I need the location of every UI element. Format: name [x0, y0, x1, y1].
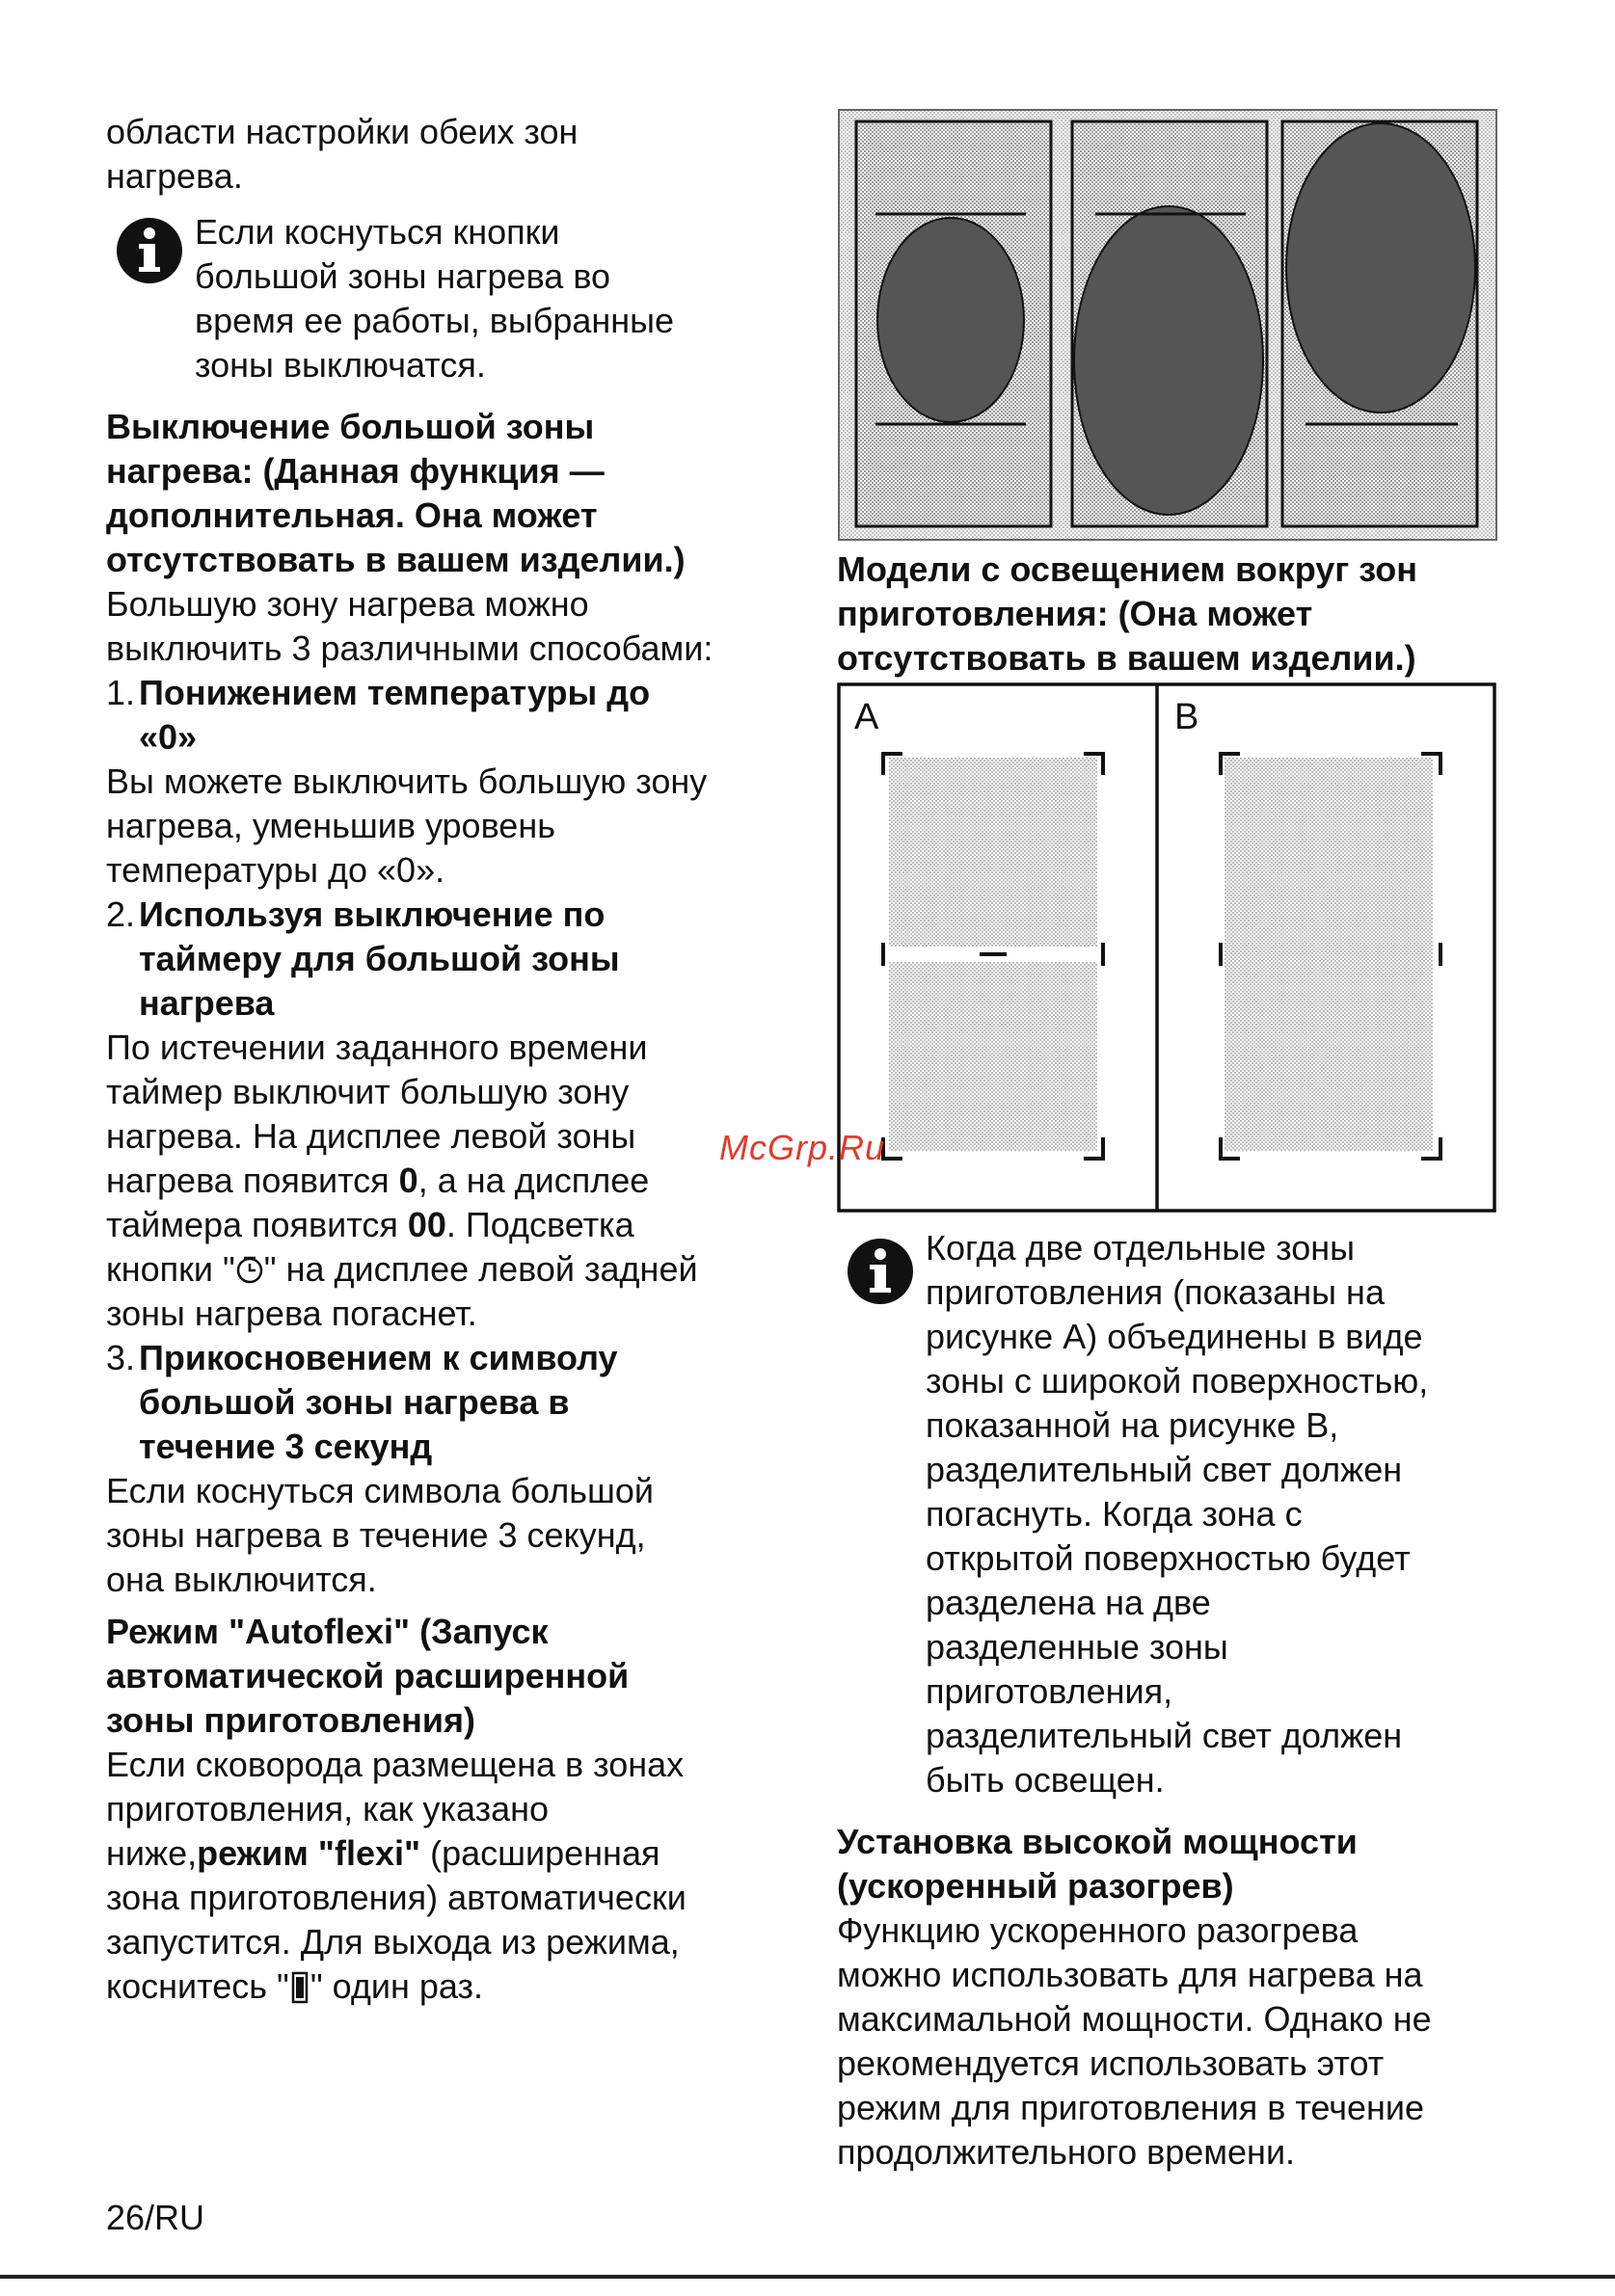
heading1-line-2: нагрева: (Данная функция —	[106, 451, 605, 491]
note2-line-7: погаснуть. Когда зона с	[926, 1494, 1303, 1534]
note2-line-5: показанной на рисунке В,	[926, 1405, 1339, 1445]
note1-line-2: большой зоны нагрева во	[195, 256, 611, 296]
zones-ab-figure	[837, 682, 1498, 1215]
para4-line-2: зоны нагрева в течение 3 секунд,	[106, 1515, 646, 1555]
flexi-icon	[289, 1971, 310, 2004]
para4-line-1: Если коснуться символа большой	[106, 1471, 654, 1510]
para2-line-1: Вы можете выключить большую зону	[106, 761, 708, 801]
para3-line-4a: нагрева появится	[106, 1161, 399, 1200]
para5-line-6c: " один раз.	[310, 1966, 483, 2006]
para5-line-3c: (расширенная	[420, 1833, 660, 1873]
para3-line-5	[106, 1203, 634, 1247]
watermark: McGrp.Ru	[719, 1128, 886, 1167]
note2-line-6: разделительный свет должен	[926, 1450, 1403, 1489]
para3-value-00: 00	[407, 1205, 446, 1244]
note2-line-10: разделенные зоны	[926, 1627, 1228, 1667]
info-icon	[116, 217, 183, 284]
intro-line-2: нагрева.	[106, 156, 243, 196]
item2-title-line-3: нагрева	[139, 983, 275, 1023]
hob-zones-diagram	[837, 108, 1498, 542]
heading2-line-2: автоматической расширенной	[106, 1656, 630, 1695]
para5-line-5: запустится. Для выхода из режима,	[106, 1922, 680, 1962]
para6-line-2: можно использовать для нагрева на	[837, 1955, 1423, 1994]
heading1-line-3: дополнительная. Она может	[106, 495, 598, 535]
intro-line-1: области настройки обеих зон	[106, 112, 579, 151]
para5-line-4: зона приготовления) автоматически	[106, 1878, 686, 1917]
para3-line-2: таймер выключит большую зону	[106, 1072, 630, 1111]
para5-line-6	[106, 1964, 483, 2009]
para6-line-3: максимальной мощности. Однако не	[837, 1999, 1432, 2039]
para3-line-7: зоны нагрева погаснет.	[106, 1294, 477, 1333]
note2-line-12: разделительный свет должен	[926, 1716, 1403, 1755]
para2-line-2: нагрева, уменьшив уровень	[106, 806, 555, 845]
figure-label-a: A	[854, 697, 879, 737]
para5-line-1: Если сковорода размещена в зонах	[106, 1745, 685, 1784]
para2-line-3: температуры до «0».	[106, 850, 445, 890]
note2-line-11: приготовления,	[926, 1671, 1173, 1711]
heading1-line-4: отсутствовать в вашем изделии.)	[106, 540, 686, 579]
item3-number: 3.	[106, 1338, 136, 1377]
para5-line-6a: коснитесь "	[106, 1966, 289, 2006]
note1-line-3: время ее работы, выбранные	[195, 301, 675, 340]
item1-number: 1.	[106, 673, 136, 712]
para3-line-1: По истечении заданного времени	[106, 1028, 648, 1067]
heading1-line-1: Выключение большой зоны	[106, 407, 595, 446]
bottom-rule	[0, 2275, 1615, 2279]
flexi-mode-label: режим "flexi"	[197, 1833, 421, 1873]
item2-title-line-2: таймеру для большой зоны	[139, 939, 620, 978]
note1-line-1: Если коснуться кнопки	[195, 212, 560, 252]
item3-title-line-2: большой зоны нагрева в	[139, 1382, 570, 1422]
note2-line-1: Когда две отдельные зоны	[926, 1228, 1356, 1268]
para5-line-3a: ниже,	[106, 1833, 198, 1873]
note2-line-8: открытой поверхностью будет	[926, 1538, 1411, 1578]
timer-icon	[235, 1255, 264, 1284]
para1-line-1: Большую зону нагрева можно	[106, 584, 589, 624]
para6-line-5: режим для приготовления в течение	[837, 2088, 1425, 2127]
note2-line-2: приготовления (показаны на	[926, 1272, 1385, 1312]
heading4-line-2: (ускоренный разогрев)	[837, 1866, 1234, 1906]
para3-line-6c: " на дисплее левой задней	[263, 1249, 698, 1289]
note1-line-4: зоны выключатся.	[195, 345, 486, 385]
heading3-line-3: отсутствовать в вашем изделии.)	[837, 638, 1416, 678]
note2-line-4: зоны с широкой поверхностью,	[926, 1361, 1429, 1401]
page-number: 26/RU	[106, 2198, 205, 2237]
figure-label-b: B	[1174, 697, 1199, 737]
heading3-line-1: Модели с освещением вокруг зон	[837, 549, 1417, 589]
item3-title-line-1: Прикосновением к символу	[139, 1338, 618, 1377]
figure-b-zone	[1221, 754, 1440, 1159]
note2-line-9: разделена на две	[926, 1583, 1211, 1622]
item2-title-line-1: Используя выключение по	[139, 894, 606, 934]
info-icon	[847, 1238, 914, 1305]
note2-line-3: рисунке А) объединены в виде	[926, 1317, 1423, 1356]
para3-line-5c: . Подсветка	[445, 1205, 634, 1244]
note2-line-13: быть освещен.	[926, 1760, 1165, 1800]
para5-line-2: приготовления, как указано	[106, 1789, 550, 1829]
para1-line-2: выключить 3 различными способами:	[106, 628, 713, 668]
heading2-line-3: зоны приготовления)	[106, 1700, 476, 1740]
para6-line-4: рекомендуется использовать этот	[837, 2043, 1385, 2083]
para3-value-0: 0	[398, 1161, 418, 1200]
heading4-line-1: Установка высокой мощности	[837, 1822, 1358, 1861]
item2-number: 2.	[106, 894, 136, 934]
heading2-line-1: Режим "Autoflexi" (Запуск	[106, 1612, 549, 1651]
para6-line-1: Функцию ускоренного разогрева	[837, 1910, 1359, 1950]
heading3-line-2: приготовления: (Она может	[837, 594, 1313, 633]
item1-title-line-2: «0»	[139, 717, 198, 757]
para3-line-6a: кнопки "	[106, 1249, 235, 1289]
para6-line-6: продолжительного времени.	[837, 2132, 1296, 2172]
para3-line-4c: , а на дисплее	[417, 1161, 650, 1200]
item1-title-line-1: Понижением температуры до	[139, 673, 651, 712]
para3-line-6	[106, 1247, 698, 1292]
para3-line-5a: таймера появится	[106, 1205, 408, 1244]
para4-line-3: она выключится.	[106, 1560, 377, 1599]
item3-title-line-3: течение 3 секунд	[139, 1427, 433, 1466]
para3-line-4	[106, 1159, 649, 1203]
para5-line-3	[106, 1831, 659, 1876]
para3-line-3: нагрева. На дисплее левой зоны	[106, 1116, 636, 1156]
